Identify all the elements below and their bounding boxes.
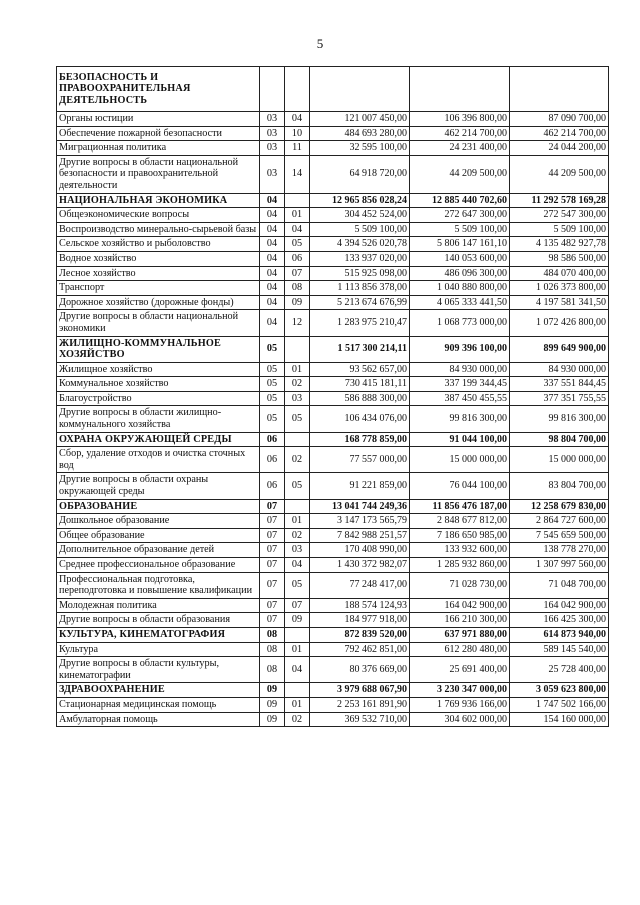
subsection-code-cell: 09 — [285, 295, 310, 310]
amount-year1-cell — [310, 67, 410, 112]
section-code-cell: 05 — [260, 377, 285, 392]
amount-year2-cell: 166 210 300,00 — [410, 613, 510, 628]
section-code-cell: 07 — [260, 499, 285, 514]
amount-year3-cell: 84 930 000,00 — [510, 362, 609, 377]
subsection-code-cell: 04 — [285, 657, 310, 683]
table-row — [57, 473, 609, 499]
row-name-cell: Водное хозяйство — [57, 251, 260, 266]
amount-year1-cell: 792 462 851,00 — [310, 642, 410, 657]
table-row — [57, 613, 609, 628]
amount-year3-cell: 589 145 540,00 — [510, 642, 609, 657]
row-name-cell: Органы юстиции — [57, 112, 260, 127]
table-row — [57, 295, 609, 310]
table-row — [57, 447, 609, 473]
amount-year3-cell: 484 070 400,00 — [510, 266, 609, 281]
section-code-cell — [260, 67, 285, 112]
amount-year3-cell: 614 873 940,00 — [510, 627, 609, 642]
amount-year3-cell: 4 197 581 341,50 — [510, 295, 609, 310]
subsection-code-cell: 09 — [285, 613, 310, 628]
section-code-cell: 04 — [260, 295, 285, 310]
amount-year3-cell: 98 586 500,00 — [510, 251, 609, 266]
row-name-cell: НАЦИОНАЛЬНАЯ ЭКОНОМИКА — [57, 193, 260, 208]
section-code-cell: 07 — [260, 514, 285, 529]
amount-year1-cell: 32 595 100,00 — [310, 141, 410, 156]
section-row — [57, 683, 609, 698]
page-number: 5 — [316, 36, 324, 51]
subsection-code-cell — [285, 432, 310, 447]
row-name-cell: Другие вопросы в области национальной экономики — [57, 310, 260, 336]
amount-year2-cell: 5 806 147 161,10 — [410, 237, 510, 252]
amount-year1-cell: 3 147 173 565,79 — [310, 514, 410, 529]
amount-year2-cell: 5 509 100,00 — [410, 222, 510, 237]
section-code-cell: 07 — [260, 572, 285, 598]
amount-year2-cell: 4 065 333 441,50 — [410, 295, 510, 310]
budget-table — [56, 66, 609, 727]
section-code-cell: 04 — [260, 222, 285, 237]
subsection-code-cell: 02 — [285, 447, 310, 473]
section-code-cell: 04 — [260, 266, 285, 281]
row-name-cell: Профессиональная подготовка, переподготовка и повышение квалификации — [57, 572, 260, 598]
subsection-code-cell: 02 — [285, 712, 310, 727]
amount-year2-cell: 1 040 880 800,00 — [410, 281, 510, 296]
section-row — [57, 193, 609, 208]
amount-year1-cell: 1 113 856 378,00 — [310, 281, 410, 296]
amount-year3-cell: 138 778 270,00 — [510, 543, 609, 558]
amount-year2-cell: 11 856 476 187,00 — [410, 499, 510, 514]
amount-year1-cell: 64 918 720,00 — [310, 155, 410, 193]
amount-year2-cell: 486 096 300,00 — [410, 266, 510, 281]
amount-year1-cell: 304 452 524,00 — [310, 208, 410, 223]
section-code-cell: 05 — [260, 362, 285, 377]
amount-year3-cell: 44 209 500,00 — [510, 155, 609, 193]
table-row — [57, 141, 609, 156]
table-row — [57, 112, 609, 127]
amount-year1-cell: 106 434 076,00 — [310, 406, 410, 432]
amount-year2-cell: 25 691 400,00 — [410, 657, 510, 683]
amount-year1-cell: 168 778 859,00 — [310, 432, 410, 447]
amount-year3-cell: 11 292 578 169,28 — [510, 193, 609, 208]
amount-year2-cell: 387 450 455,55 — [410, 391, 510, 406]
row-name-cell: Другие вопросы в области образования — [57, 613, 260, 628]
amount-year1-cell: 93 562 657,00 — [310, 362, 410, 377]
amount-year3-cell: 25 728 400,00 — [510, 657, 609, 683]
section-row — [57, 67, 609, 112]
subsection-code-cell: 04 — [285, 112, 310, 127]
amount-year2-cell: 84 930 000,00 — [410, 362, 510, 377]
section-code-cell: 03 — [260, 126, 285, 141]
row-name-cell: Жилищное хозяйство — [57, 362, 260, 377]
amount-year3-cell: 7 545 659 500,00 — [510, 528, 609, 543]
table-row — [57, 266, 609, 281]
amount-year1-cell: 4 394 526 020,78 — [310, 237, 410, 252]
amount-year1-cell: 1 430 372 982,07 — [310, 558, 410, 573]
section-code-cell: 07 — [260, 598, 285, 613]
row-name-cell: Воспроизводство минерально-сырьевой базы — [57, 222, 260, 237]
amount-year2-cell: 304 602 000,00 — [410, 712, 510, 727]
table-row — [57, 558, 609, 573]
amount-year2-cell: 44 209 500,00 — [410, 155, 510, 193]
table-row — [57, 281, 609, 296]
table-row — [57, 251, 609, 266]
subsection-code-cell: 05 — [285, 237, 310, 252]
subsection-code-cell: 01 — [285, 362, 310, 377]
amount-year2-cell: 12 885 440 702,60 — [410, 193, 510, 208]
section-code-cell: 03 — [260, 112, 285, 127]
row-name-cell: Обеспечение пожарной безопасности — [57, 126, 260, 141]
row-name-cell: ОХРАНА ОКРУЖАЮЩЕЙ СРЕДЫ — [57, 432, 260, 447]
row-name-cell: Транспорт — [57, 281, 260, 296]
table-row — [57, 712, 609, 727]
amount-year3-cell: 166 425 300,00 — [510, 613, 609, 628]
amount-year2-cell: 1 068 773 000,00 — [410, 310, 510, 336]
amount-year3-cell: 99 816 300,00 — [510, 406, 609, 432]
amount-year2-cell: 2 848 677 812,00 — [410, 514, 510, 529]
amount-year1-cell: 369 532 710,00 — [310, 712, 410, 727]
table-row — [57, 697, 609, 712]
amount-year1-cell: 80 376 669,00 — [310, 657, 410, 683]
table-row — [57, 657, 609, 683]
row-name-cell: Стационарная медицинская помощь — [57, 697, 260, 712]
amount-year2-cell: 909 396 100,00 — [410, 336, 510, 362]
amount-year3-cell: 15 000 000,00 — [510, 447, 609, 473]
amount-year2-cell: 99 816 300,00 — [410, 406, 510, 432]
row-name-cell: Другие вопросы в области культуры, кинематографии — [57, 657, 260, 683]
table-row — [57, 642, 609, 657]
amount-year2-cell: 76 044 100,00 — [410, 473, 510, 499]
section-code-cell: 06 — [260, 447, 285, 473]
amount-year3-cell: 24 044 200,00 — [510, 141, 609, 156]
row-name-cell: Другие вопросы в области жилищно-коммунального хозяйства — [57, 406, 260, 432]
table-row — [57, 543, 609, 558]
subsection-code-cell — [285, 67, 310, 112]
amount-year1-cell: 184 977 918,00 — [310, 613, 410, 628]
section-code-cell: 04 — [260, 310, 285, 336]
subsection-code-cell: 01 — [285, 697, 310, 712]
section-code-cell: 08 — [260, 627, 285, 642]
amount-year3-cell: 71 048 700,00 — [510, 572, 609, 598]
subsection-code-cell — [285, 627, 310, 642]
amount-year1-cell: 5 213 674 676,99 — [310, 295, 410, 310]
table-row — [57, 362, 609, 377]
section-row — [57, 336, 609, 362]
table-row — [57, 528, 609, 543]
amount-year1-cell: 2 253 161 891,90 — [310, 697, 410, 712]
section-row — [57, 627, 609, 642]
amount-year3-cell: 1 307 997 560,00 — [510, 558, 609, 573]
row-name-cell: Миграционная политика — [57, 141, 260, 156]
row-name-cell: Молодежная политика — [57, 598, 260, 613]
table-row — [57, 514, 609, 529]
amount-year1-cell: 484 693 280,00 — [310, 126, 410, 141]
amount-year1-cell: 515 925 098,00 — [310, 266, 410, 281]
subsection-code-cell: 05 — [285, 406, 310, 432]
section-code-cell: 05 — [260, 406, 285, 432]
subsection-code-cell: 03 — [285, 543, 310, 558]
subsection-code-cell: 01 — [285, 208, 310, 223]
row-name-cell: Другие вопросы в области охраны окружающей среды — [57, 473, 260, 499]
subsection-code-cell: 05 — [285, 572, 310, 598]
subsection-code-cell: 07 — [285, 266, 310, 281]
row-name-cell: Сбор, удаление отходов и очистка сточных вод — [57, 447, 260, 473]
row-name-cell: Дошкольное образование — [57, 514, 260, 529]
amount-year3-cell: 1 747 502 166,00 — [510, 697, 609, 712]
amount-year2-cell: 637 971 880,00 — [410, 627, 510, 642]
amount-year3-cell: 5 509 100,00 — [510, 222, 609, 237]
section-code-cell: 08 — [260, 642, 285, 657]
row-name-cell: Лесное хозяйство — [57, 266, 260, 281]
amount-year1-cell: 133 937 020,00 — [310, 251, 410, 266]
amount-year2-cell: 3 230 347 000,00 — [410, 683, 510, 698]
amount-year3-cell: 4 135 482 927,78 — [510, 237, 609, 252]
row-name-cell: Благоустройство — [57, 391, 260, 406]
section-code-cell: 08 — [260, 657, 285, 683]
table-row — [57, 208, 609, 223]
amount-year1-cell: 91 221 859,00 — [310, 473, 410, 499]
amount-year3-cell: 164 042 900,00 — [510, 598, 609, 613]
subsection-code-cell — [285, 336, 310, 362]
amount-year1-cell: 12 965 856 028,24 — [310, 193, 410, 208]
amount-year2-cell — [410, 67, 510, 112]
amount-year1-cell: 77 557 000,00 — [310, 447, 410, 473]
amount-year2-cell: 140 053 600,00 — [410, 251, 510, 266]
section-row — [57, 499, 609, 514]
row-name-cell: ЖИЛИЩНО-КОММУНАЛЬНОЕ ХОЗЯЙСТВО — [57, 336, 260, 362]
row-name-cell: ЗДРАВООХРАНЕНИЕ — [57, 683, 260, 698]
amount-year1-cell: 586 888 300,00 — [310, 391, 410, 406]
subsection-code-cell: 07 — [285, 598, 310, 613]
amount-year2-cell: 71 028 730,00 — [410, 572, 510, 598]
amount-year3-cell: 337 551 844,45 — [510, 377, 609, 392]
section-code-cell: 03 — [260, 155, 285, 193]
amount-year1-cell: 13 041 744 249,36 — [310, 499, 410, 514]
section-code-cell: 03 — [260, 141, 285, 156]
section-code-cell: 06 — [260, 473, 285, 499]
subsection-code-cell: 14 — [285, 155, 310, 193]
subsection-code-cell: 11 — [285, 141, 310, 156]
section-code-cell: 07 — [260, 543, 285, 558]
amount-year3-cell: 3 059 623 800,00 — [510, 683, 609, 698]
section-code-cell: 04 — [260, 208, 285, 223]
subsection-code-cell — [285, 193, 310, 208]
amount-year3-cell: 272 547 300,00 — [510, 208, 609, 223]
amount-year3-cell: 1 026 373 800,00 — [510, 281, 609, 296]
amount-year2-cell: 462 214 700,00 — [410, 126, 510, 141]
section-code-cell: 04 — [260, 237, 285, 252]
amount-year3-cell: 1 072 426 800,00 — [510, 310, 609, 336]
subsection-code-cell — [285, 499, 310, 514]
subsection-code-cell: 12 — [285, 310, 310, 336]
amount-year2-cell: 7 186 650 985,00 — [410, 528, 510, 543]
subsection-code-cell: 06 — [285, 251, 310, 266]
amount-year3-cell: 377 351 755,55 — [510, 391, 609, 406]
amount-year1-cell: 121 007 450,00 — [310, 112, 410, 127]
amount-year3-cell: 83 804 700,00 — [510, 473, 609, 499]
table-row — [57, 406, 609, 432]
row-name-cell: Общеэкономические вопросы — [57, 208, 260, 223]
amount-year1-cell: 3 979 688 067,90 — [310, 683, 410, 698]
row-name-cell: Сельское хозяйство и рыболовство — [57, 237, 260, 252]
section-code-cell: 09 — [260, 683, 285, 698]
subsection-code-cell: 04 — [285, 222, 310, 237]
amount-year2-cell: 612 280 480,00 — [410, 642, 510, 657]
subsection-code-cell: 01 — [285, 642, 310, 657]
subsection-code-cell: 03 — [285, 391, 310, 406]
row-name-cell: Дорожное хозяйство (дорожные фонды) — [57, 295, 260, 310]
amount-year1-cell: 7 842 988 251,57 — [310, 528, 410, 543]
section-code-cell: 06 — [260, 432, 285, 447]
amount-year1-cell: 5 509 100,00 — [310, 222, 410, 237]
subsection-code-cell: 02 — [285, 377, 310, 392]
subsection-code-cell: 08 — [285, 281, 310, 296]
row-name-cell: КУЛЬТУРА, КИНЕМАТОГРАФИЯ — [57, 627, 260, 642]
subsection-code-cell: 02 — [285, 528, 310, 543]
section-code-cell: 07 — [260, 613, 285, 628]
amount-year1-cell: 1 283 975 210,47 — [310, 310, 410, 336]
row-name-cell: Общее образование — [57, 528, 260, 543]
budget-table-body — [57, 67, 609, 727]
amount-year3-cell: 154 160 000,00 — [510, 712, 609, 727]
table-row — [57, 598, 609, 613]
amount-year3-cell: 2 864 727 600,00 — [510, 514, 609, 529]
row-name-cell: Коммунальное хозяйство — [57, 377, 260, 392]
section-code-cell: 04 — [260, 251, 285, 266]
row-name-cell: Другие вопросы в области национальной безопасности и правоохранительной деятельности — [57, 155, 260, 193]
table-row — [57, 155, 609, 193]
section-code-cell: 04 — [260, 281, 285, 296]
row-name-cell: Среднее профессиональное образование — [57, 558, 260, 573]
amount-year2-cell: 1 769 936 166,00 — [410, 697, 510, 712]
table-row — [57, 222, 609, 237]
section-code-cell: 07 — [260, 558, 285, 573]
row-name-cell: Культура — [57, 642, 260, 657]
row-name-cell: ОБРАЗОВАНИЕ — [57, 499, 260, 514]
subsection-code-cell: 05 — [285, 473, 310, 499]
table-row — [57, 126, 609, 141]
row-name-cell: Дополнительное образование детей — [57, 543, 260, 558]
amount-year3-cell — [510, 67, 609, 112]
table-row — [57, 572, 609, 598]
amount-year2-cell: 91 044 100,00 — [410, 432, 510, 447]
section-code-cell: 04 — [260, 193, 285, 208]
amount-year1-cell: 188 574 124,93 — [310, 598, 410, 613]
subsection-code-cell — [285, 683, 310, 698]
subsection-code-cell: 10 — [285, 126, 310, 141]
amount-year2-cell: 133 932 600,00 — [410, 543, 510, 558]
amount-year2-cell: 337 199 344,45 — [410, 377, 510, 392]
section-code-cell: 09 — [260, 697, 285, 712]
amount-year1-cell: 170 408 990,00 — [310, 543, 410, 558]
subsection-code-cell: 01 — [285, 514, 310, 529]
amount-year2-cell: 106 396 800,00 — [410, 112, 510, 127]
row-name-cell: БЕЗОПАСНОСТЬ И ПРАВООХРАНИТЕЛЬНАЯ ДЕЯТЕЛЬНОСТЬ — [57, 67, 260, 112]
amount-year2-cell: 272 647 300,00 — [410, 208, 510, 223]
amount-year2-cell: 1 285 932 860,00 — [410, 558, 510, 573]
section-code-cell: 05 — [260, 391, 285, 406]
amount-year1-cell: 1 517 300 214,11 — [310, 336, 410, 362]
amount-year3-cell: 462 214 700,00 — [510, 126, 609, 141]
amount-year2-cell: 164 042 900,00 — [410, 598, 510, 613]
table-row — [57, 237, 609, 252]
table-row — [57, 391, 609, 406]
section-code-cell: 05 — [260, 336, 285, 362]
subsection-code-cell: 04 — [285, 558, 310, 573]
section-code-cell: 07 — [260, 528, 285, 543]
amount-year3-cell: 12 258 679 830,00 — [510, 499, 609, 514]
amount-year2-cell: 15 000 000,00 — [410, 447, 510, 473]
amount-year3-cell: 98 804 700,00 — [510, 432, 609, 447]
amount-year3-cell: 87 090 700,00 — [510, 112, 609, 127]
amount-year1-cell: 872 839 520,00 — [310, 627, 410, 642]
section-code-cell: 09 — [260, 712, 285, 727]
amount-year3-cell: 899 649 900,00 — [510, 336, 609, 362]
table-row — [57, 377, 609, 392]
amount-year2-cell: 24 231 400,00 — [410, 141, 510, 156]
amount-year1-cell: 77 248 417,00 — [310, 572, 410, 598]
table-row — [57, 310, 609, 336]
row-name-cell: Амбулаторная помощь — [57, 712, 260, 727]
amount-year1-cell: 730 415 181,11 — [310, 377, 410, 392]
section-row — [57, 432, 609, 447]
